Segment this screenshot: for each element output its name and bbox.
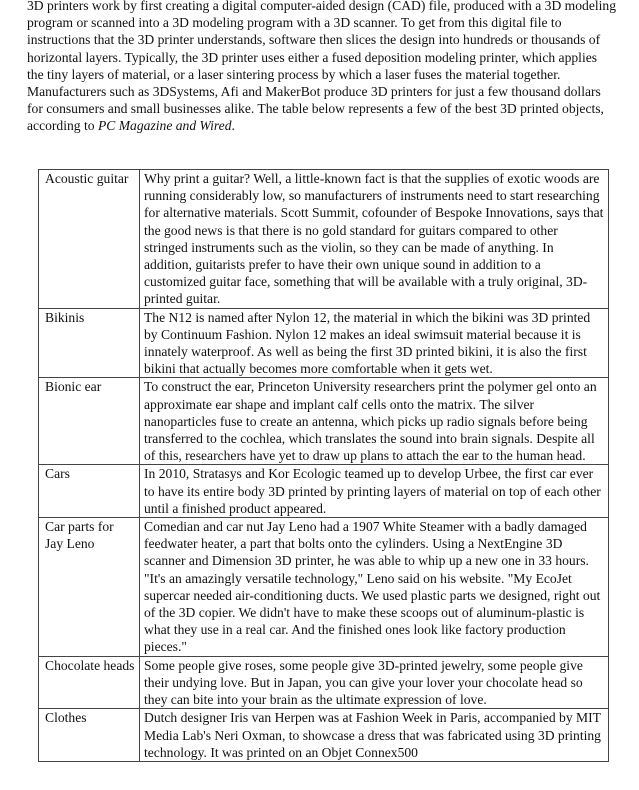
object-description: Why print a guitar? Well, a little-known fact is that the supplies of exotic woods are running considerably low, so manufacturers of instruments need to start researching for alternative materials. Scott Summit, cofounder of Bespoke Innovations, says that the good news is that there is no gold standard for guitars compared to other stringed instruments such as the violin, so they can be made of anything. In addition, guitarists prefer to have their own unique sound in addition to a customized guitar face, something that will be available with a truly original, 3D-printed guitar. [140,170,609,309]
intro-paragraph [27,0,617,135]
object-name: Clothes [39,709,140,762]
object-name: Acoustic guitar [39,170,140,309]
table-row [39,378,609,465]
table-row [39,656,609,709]
object-description: Some people give roses, some people give 3D-printed jewelry, some people give their undying love. But in Japan, you can give your lover your chocolate head so they can bite into your brain as the ultimate expression of love. [140,656,609,709]
intro-end: . [231,118,235,134]
object-name: Cars [39,465,140,518]
object-description: The N12 is named after Nylon 12, the material in which the bikini was 3D printed by Continuum Fashion. Nylon 12 makes an ideal swimsuit material because it is innately waterproof. As well as being the first 3D printed bikini, it is also the first bikini that actually becomes more comfortable when it gets wet. [140,308,609,378]
object-description: To construct the ear, Princeton University researchers print the polymer gel onto an approximate ear shape and implant calf cells onto the matrix. The silver nanoparticles fuse to create an antenna, which picks up radio signals before being transferred to the cochlea, which translates the sound into brain signals. Despite all of this, researchers have yet to draw up plans to attach the ear to the human head. [140,378,609,465]
object-name: Car parts for Jay Leno [39,518,140,657]
intro-source: PC Magazine and Wired [97,118,232,134]
object-name: Bionic ear [39,378,140,465]
table-row [39,709,609,762]
object-description: In 2010, Stratasys and Kor Ecologic teamed up to develop Urbee, the first car ever to have its entire body 3D printed by printing layers of material on top of each other until a finished product appeared. [140,465,609,518]
printed-objects-table [38,169,609,762]
table-row [39,170,609,309]
object-description: Comedian and car nut Jay Leno had a 1907 White Steamer with a badly damaged feedwater heater, a part that bolts onto the cylinders. Using a NextEngine 3D scanner and Dimension 3D printer, he was able to whip up a new one in 33 hours. "It's an amazingly versatile technology," Leno said on his website. "My EcoJet supercar needed air-conditioning ducts. We used plastic parts we designed, right out of the 3D copier. We didn't have to make these scoops out of aluminum-plastic is what they use in a real car. And the finished ones look like factory production pieces." [140,518,609,657]
table-row [39,465,609,518]
object-name: Bikinis [39,308,140,378]
table-row [39,308,609,378]
object-description: Dutch designer Iris van Herpen was at Fashion Week in Paris, accompanied by MIT Media Lab's Neri Oxman, to showcase a dress that was fabricated using 3D printing technology. It was printed on an Objet Connex500 [140,709,609,762]
table-row [39,518,609,657]
object-name: Chocolate heads [39,656,140,709]
intro-text: 3D printers work by first creating a digital computer-aided design (CAD) file, produced with a 3D modeling program or scanned into a 3D modeling program with a 3D scanner. To get from this digital file to instructions that the 3D printer understands, software then slices the design into hundreds or thousands of horizontal layers. Typically, the 3D printer uses either a fused deposition modeling printer, which applies the tiny layers of material, or a laser sintering process by which a laser fuses the material together. Manufacturers such as 3DSystems, Afi and MakerBot produce 3D printers for just a few thousand dollars for consumers and small businesses alike. The table below represents a few of the best 3D printed objects, according to [27,0,617,134]
